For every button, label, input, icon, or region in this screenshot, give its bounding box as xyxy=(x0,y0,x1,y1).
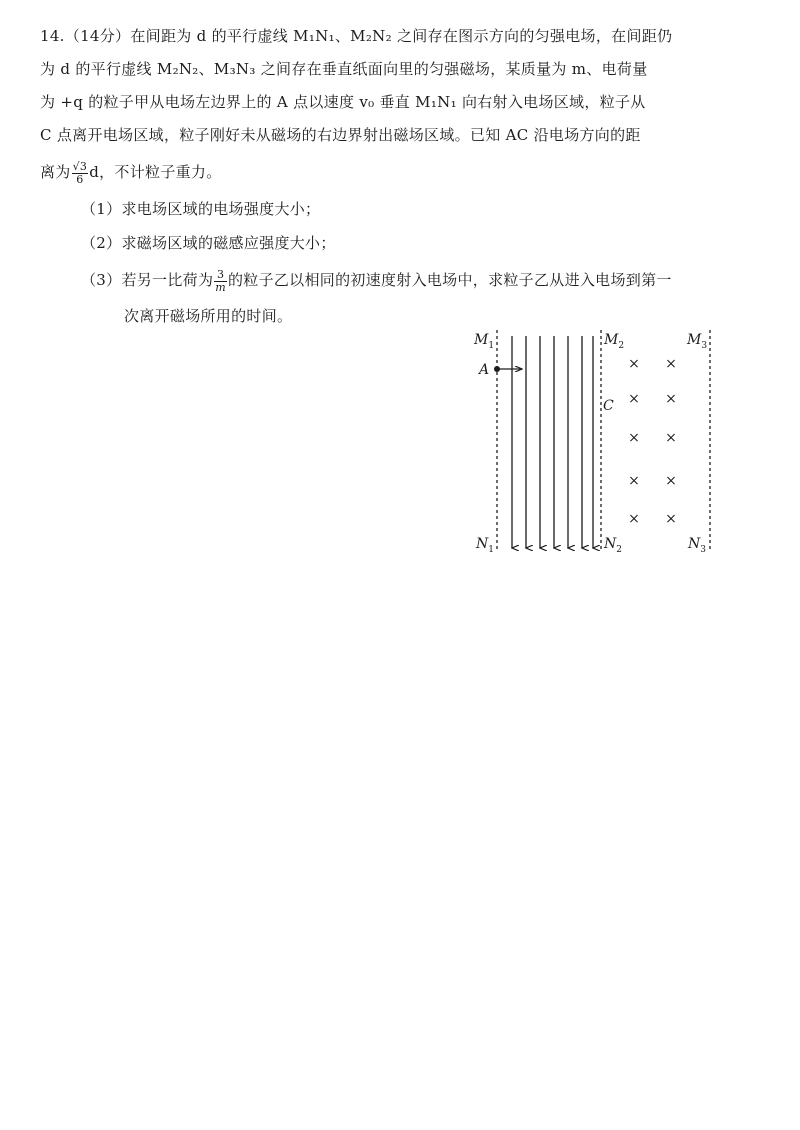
magnetic-cross: × xyxy=(665,391,677,407)
problem-line-2 xyxy=(40,53,730,86)
problem-line-3 xyxy=(40,86,730,119)
problem-text-3: 为 +q 的粒子甲从电场左边界上的 A 点以速度 v₀ 垂直 M₁N₁ 向右射入电场区域，粒子从 xyxy=(40,93,646,111)
problem-text-1: 在间距为 d 的平行虚线 M₁N₁、M₂N₂ 之间存在图示方向的匀强电场，在间距仍 xyxy=(130,27,673,45)
problem-text-5-prefix: 离为 xyxy=(40,163,71,181)
fraction-sqrt3-over-6 xyxy=(72,161,89,186)
magnetic-cross: × xyxy=(628,430,640,446)
label-C: C xyxy=(603,398,614,414)
label-N1: $N_1$ xyxy=(476,536,494,555)
problem-14 xyxy=(40,20,730,333)
fraction-3-over-m xyxy=(214,269,227,294)
label-M3: $M_3$ xyxy=(687,332,708,351)
fraction-numerator: 3 xyxy=(214,269,227,282)
fraction-denominator: 6 xyxy=(76,172,84,186)
problem-line-1 xyxy=(40,20,730,53)
problem-text-5-suffix: d，不计粒子重力。 xyxy=(89,163,222,181)
magnetic-cross: × xyxy=(628,511,640,527)
question-2-text: （2）求磁场区域的磁感应强度大小； xyxy=(81,234,336,252)
question-1-text: （1）求电场区域的电场强度大小； xyxy=(81,200,321,218)
fraction-numerator: √3 xyxy=(72,159,88,173)
problem-text-4: C 点离开电场区域，粒子刚好未从磁场的右边界射出磁场区域。已知 AC 沿电场方向的距 xyxy=(40,126,641,144)
label-M1: $M_1$ xyxy=(474,332,495,351)
field-diagram-svg xyxy=(470,326,730,566)
problem-line-5 xyxy=(40,152,730,192)
question-3-prefix: （3）若另一比荷为 xyxy=(81,271,214,289)
label-M2: $M_2$ xyxy=(604,332,625,351)
magnetic-cross: × xyxy=(665,511,677,527)
field-diagram xyxy=(470,326,730,566)
label-N3: $N_3$ xyxy=(688,536,706,555)
fraction-denominator: m xyxy=(215,280,226,294)
question-3-cont-text: 次离开磁场所用的时间。 xyxy=(124,307,293,325)
magnetic-cross: × xyxy=(628,391,640,407)
question-3-suffix: 的粒子乙以相同的初速度射入电场中，求粒子乙从进入电场到第一 xyxy=(227,271,672,289)
question-1 xyxy=(40,192,730,226)
problem-line-4 xyxy=(40,119,730,152)
magnetic-cross: × xyxy=(628,356,640,372)
magnetic-cross: × xyxy=(628,473,640,489)
magnetic-cross: × xyxy=(665,430,677,446)
magnetic-cross: × xyxy=(665,356,677,372)
question-3 xyxy=(40,260,730,300)
problem-text-2: 为 d 的平行虚线 M₂N₂、M₃N₃ 之间存在垂直纸面向里的匀强磁场，某质量为 m、电荷量 xyxy=(40,60,648,78)
problem-points: （14分） xyxy=(64,27,131,45)
question-2 xyxy=(40,226,730,260)
magnetic-cross: × xyxy=(665,473,677,489)
label-A: A xyxy=(479,362,490,378)
problem-number: 14. xyxy=(40,27,65,45)
label-N2: $N_2$ xyxy=(604,536,622,555)
